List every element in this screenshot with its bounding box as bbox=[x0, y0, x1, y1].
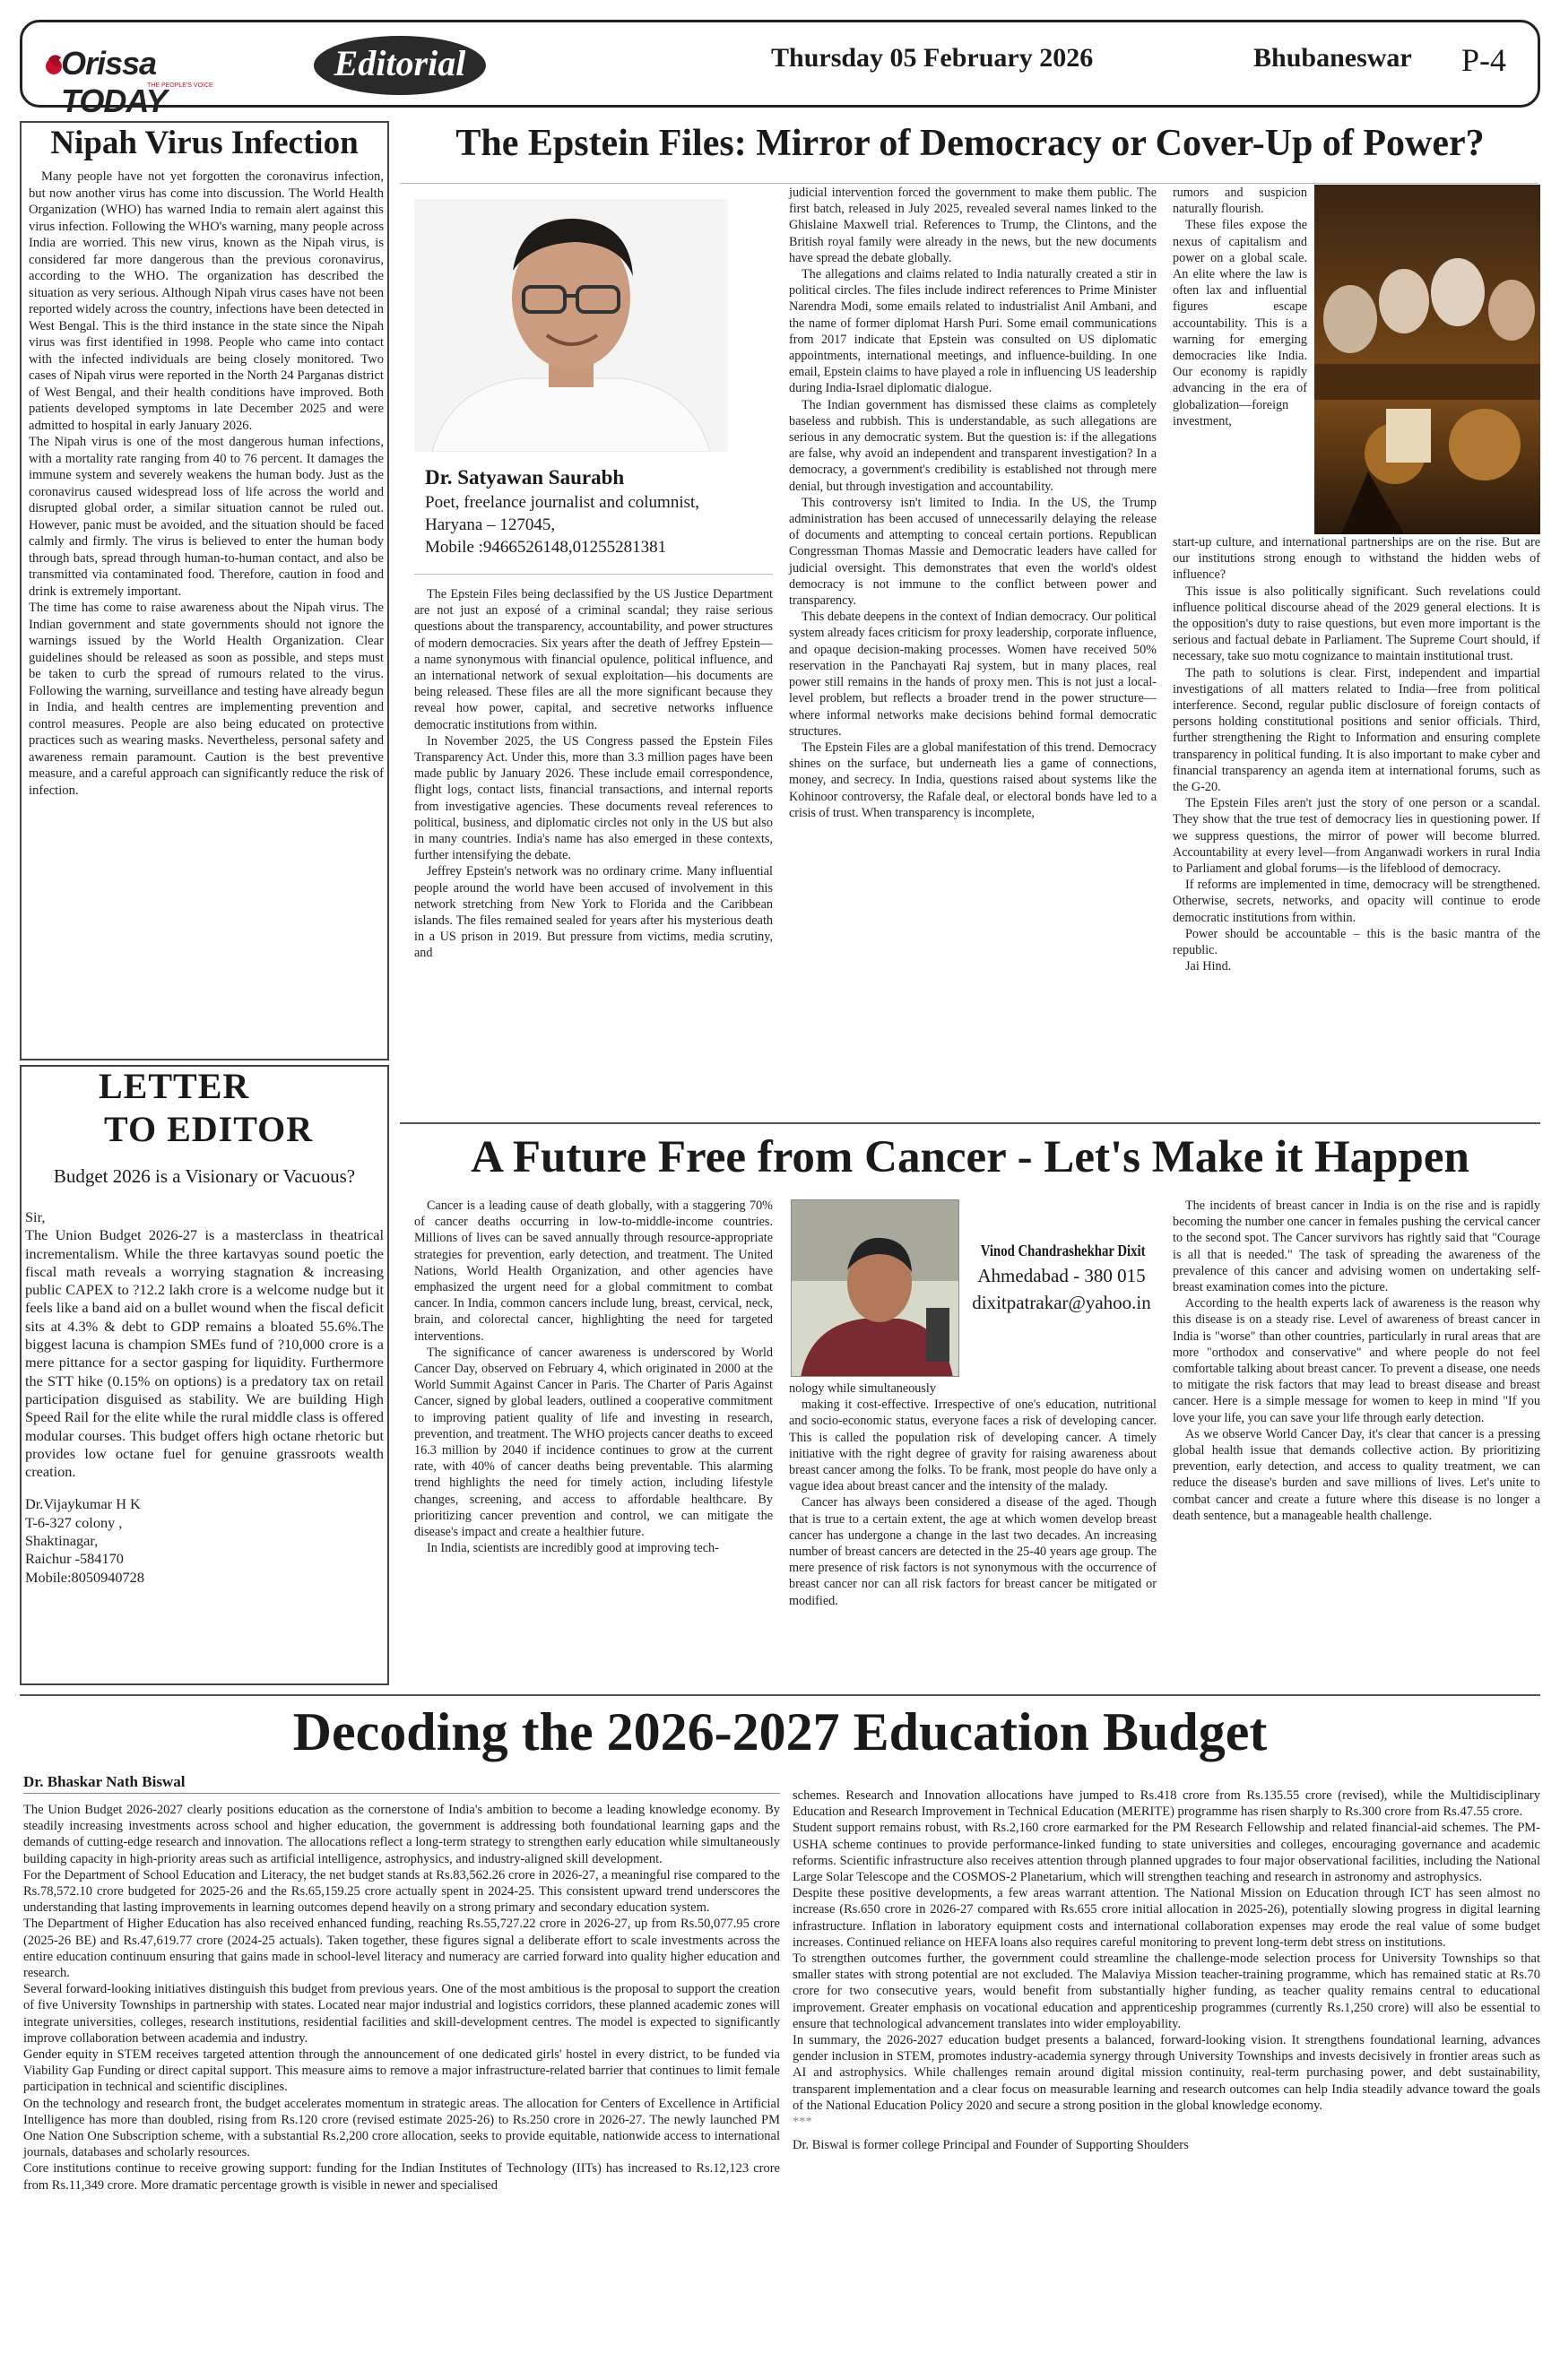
cancer-author-photo bbox=[791, 1199, 959, 1377]
cancer-column-2 bbox=[789, 1380, 1157, 1609]
education-paragraph: Despite these positive developments, a few areas warrant attention. The National Mission on Education through ICT has seen almost no increase (Rs.650 crore in 2026-27 compared with Rs.655 crore initial allocation in 2025-26), potentially slowing progress in digital learning infrastructure. Inflation in laboratory equipment costs and international collaboration expenses may erode the real value of some budget increases. Continued reliance on HEFA loans also requires careful monitoring to prevent long-term debt stress on institutions. bbox=[793, 1886, 1540, 1950]
cancer-paragraph: Cancer has always been considered a disease of the aged. Though that is true to a certain extent, the age at which women develop breast cancer has undergone a change in the last two decades. An increasing number of breast cancers are detected in the 25-40 years age group. The mere presence of risk factors is not synonymous with the occurrence of breast cancer nor can all risk factors for breast cancer be mitigated or modified. bbox=[789, 1495, 1157, 1608]
education-paragraph: Core institutions continue to receive growing support: funding for the Indian Institutes of Technology (IITs) has increased to Rs.12,123 crore from Rs.11,349 crore. More dramatic percentage growth is visible in newer and specialised bbox=[23, 2161, 780, 2193]
education-paragraph: In summary, the 2026-2027 education budget presents a balanced, forward-looking vision. It strengthens foundational learning, advances gender inclusion in STEM, promotes industry-academia synergy through University Townships and invests decisively in frontier areas such as AI and astrophysics. While challenges remain around digital mission continuity, real-term purchasing power, and debt sustainability, transparent implementation and a clear focus on measurable learning and research outcomes can help India steadily advance toward the goals of the National Education Policy 2020 and secure a strong position in the global knowledge economy. bbox=[793, 2033, 1540, 2113]
logo bbox=[41, 36, 256, 119]
epstein-title: The Epstein Files: Mirror of Democracy or Cover-Up of Power? bbox=[455, 123, 1485, 164]
letter-title-line2: TO EDITOR bbox=[104, 1109, 314, 1149]
epstein-paragraph: This issue is also politically significant. Such revelations could influence political discourse ahead of the 2029 general elections. It is the opposition's duty to raise questions, but even more important is the serious and factual debate in Parliament. The Supreme Court should, if necessary, take suo motu cognizance to maintain institutional trust. bbox=[1173, 584, 1540, 664]
epstein-paragraph: The Epstein Files being declassified by the US Justice Department are not just an exposé of a criminal scandal; they raise serious questions about the transparency, accountability, and power structures of modern democracies. Six years after the death of Jeffrey Epstein—a name synonymous with financial opulence, political influence, and an international network of sexual exploitation—his documents are being released. These files are all the more significant because they reveal how power, capital, and secretive networks influence democratic institutions from within. bbox=[414, 587, 773, 732]
cancer-author-portrait bbox=[792, 1200, 959, 1377]
city-name: Bhubaneswar bbox=[1253, 43, 1412, 73]
epstein-paragraph: rumors and suspicion naturally flourish. bbox=[1173, 186, 1307, 217]
education-title: Decoding the 2026-2027 Education Budget bbox=[292, 1702, 1268, 1761]
epstein-column-2 bbox=[789, 185, 1157, 821]
epstein-collage-image bbox=[1314, 185, 1540, 534]
education-stars: *** bbox=[793, 2115, 812, 2130]
epstein-paragraph: The path to solutions is clear. First, independent and impartial investigations of all matters related to India—free from political interference. Second, regular public disclosure of foreign contacts of persons holding constitutional positions and senior officials. Third, further strengthening the Right to Information and ensuring complete transparency in political funding. It is also important to make cyber and financial transparency an agenda item at international forums, such as the G-20. bbox=[1173, 665, 1540, 795]
education-paragraph: For the Department of School Education and Literacy, the net budget stands at Rs.83,562.26 crore in 2026-27, a meaningful rise compared to the Rs.78,572.10 crore budgeted for 2025-26 and the Rs.65,159.25 crore actually spent in 2024-25. This consistent upward trend underscores the understanding that lasting improvements in learning outcomes depend heavily on a strong primary and secondary education system. bbox=[23, 1867, 780, 1916]
cancer-title: A Future Free from Cancer - Let's Make it Happen bbox=[471, 1132, 1469, 1182]
letter-signature-line: Dr.Vijaykumar H K bbox=[25, 1495, 141, 1513]
education-author: Dr. Bhaskar Nath Biswal bbox=[23, 1773, 186, 1790]
epstein-paragraph: The Epstein Files aren't just the story of one person or a scandal. They show that the true test of democracy lies in questioning power. If we suppress questions, the mirror of power will become blurred. Accountability at every level—from Anganwadi workers in rural India to Parliament and global forums—is the lifeblood of democracy. bbox=[1173, 796, 1540, 877]
epstein-paragraph: Jai Hind. bbox=[1185, 959, 1232, 974]
education-paragraph: To strengthen outcomes further, the government could streamline the challenge-mode selection process for University Townships so that smaller states with strong potential are not excluded. The Malaviya Mission teacher-training programme, which has remained static at Rs.70 crore for two consecutive years, would benefit from substantially higher funding, as teacher quality remains central to educational improvement. Greater emphasis on vocational education and apprenticeship programmes (currently Rs.1,250 crore) will also be essential to ensure that technological advancement translates into wider employability. bbox=[793, 1952, 1540, 2031]
cancer-paragraph: The incidents of breast cancer in India is on the rise and is rapidly becoming the number one cancer in females pushing the cervical cancer to the second spot. The Cancer survivors has rightly said that "Courage is all that is needed." The task of spreading the awareness of the prevalence of this cancer and advising women on undertaking self- breast examination comes into the picture. bbox=[1173, 1199, 1540, 1295]
cancer-paragraph: nology while simultaneously bbox=[789, 1381, 936, 1396]
nipah-paragraph: The time has come to raise awareness about the Nipah virus. The Indian government and state governments should not ignore the warnings issued by the World Health Organization. Clear guidelines should be released as soon as possible, and steps must be taken to curb the spread of rumours related to the virus. Following the warning, surveillance and testing have already begun in India, and health centres are implementing prevention and control measures. People are also being educated on protective practices such as wearing masks. Nevertheless, personal safety and awareness remain paramount. Caution is the best preventive measure, and a careful approach can significantly reduce the risk of infection. bbox=[29, 601, 384, 798]
cancer-paragraph: According to the health experts lack of awareness is the reason why this disease is on a steady rise. Level of awareness of breast cancer in India is "worse" than other countries, particularly in rural areas that are more "orthodox and conservative" and where people do not feel comfortable talking about breast cancer. To prevent a disease, one needs to mitigate the risk factors that may lead to breast disease and breast cancer. Here is a simple message for women to keep in mind "If you love your life, you can save your life through early detection. bbox=[1173, 1296, 1540, 1425]
education-paragraph: The Department of Higher Education has also received enhanced funding, reaching Rs.55,727.22 crore in 2026-27, up from Rs.50,077.95 crore (2025-26 BE) and Rs.47,619.77 crore (2024-25 actuals). Taken together, these figures signal a deliberate effort to scale investments across the entire education continuum ensuring that gains made in school-level literacy and numeracy are carried forward into quality higher education and research. bbox=[23, 1917, 780, 1981]
letter-text: The Union Budget 2026-27 is a masterclass in theatrical incrementalism. While the three kartavyas sound poetic the fiscal math reveals a worrying stagnation & increasing public CAPEX to ?12.2 lakh crore is a welcome nudge but it feels like a band aid on a bullet wound when the fiscal deficit sits at 4.3% & debt to GDP remains a bloated 55.6%.The biggest lacuna is champion SMEs fund of ?10,000 crore is a mere pittance for a sector gasping for liquidity. Furthermore the STT hike (0.15% on options) is a predatory tax on retail participation disguised as stability. We are building High Speed Rail for the elite while the rural middle class is offered modular courses. This budget offers high octane rhetoric but provides low octane fuel for genuine grassroots wealth creation. bbox=[25, 1226, 384, 1481]
epstein-paragraph: This controversy isn't limited to India. In the US, the Trump administration has been accused of unnecessarily delaying the release of documents and attempting to conceal certain portions. Republican Congressman Thomas Massie and Democratic leaders have called for judicial oversight. This demonstrates that even the world's oldest democracy is not immune to the conflict between power and transparency. bbox=[789, 495, 1157, 609]
epstein-column-3-narrow bbox=[1173, 185, 1307, 429]
nipah-body bbox=[29, 169, 384, 799]
epstein-paragraph: Jeffrey Epstein's network was no ordinary crime. Many influential people around the world have been accused of involvement in this network stretching from New York to Florida and the Caribbean islands. The files remained sealed for years after his mysterious death in a US prison in 2019. But pressure from victims, media scrutiny, and bbox=[414, 864, 773, 961]
epstein-paragraph: This debate deepens in the context of Indian democracy. Our political system already faces criticism for proxy leadership, corporate influence, and opaque decision-making processes. Women have received 50% reservation in the Panchayati Raj system, but in many places, real power still remains in the hands of proxy men. This is not just a local-level problem, but reflects a broader trend in the power structure—where informal networks make decisions behind formal democratic structures. bbox=[789, 610, 1157, 739]
cancer-author-name: Vinod Chandrashekhar Dixit bbox=[980, 1242, 1146, 1259]
issue-date: Thursday 05 February 2026 bbox=[771, 43, 1094, 73]
letter-title-line1: LETTER bbox=[99, 1066, 250, 1106]
education-author-rule bbox=[23, 1793, 780, 1794]
page-number: P-4 bbox=[1461, 42, 1507, 78]
cancer-author-email: dixitpatrakar@yahoo.in bbox=[972, 1292, 1151, 1313]
author-portrait-image bbox=[414, 199, 728, 452]
cancer-paragraph: Cancer is a leading cause of death globally, with a staggering 70% of cancer deaths occurring in low-to-middle-income countries. Millions of lives can be saved annually through resource-appropriate strategies for prevention, early detection, and treatment. The United Nations, World Health Organization, and other agencies have emphasized the urgent need for a global commitment to combat cancer. In India, common cancers include lung, breast, cervical, neck, brain, and colorectal cancer, highlighting the need for targeted interventions. bbox=[414, 1199, 773, 1344]
cancer-column-1 bbox=[414, 1198, 773, 1556]
cancer-author-city: Ahmedabad - 380 015 bbox=[977, 1265, 1146, 1286]
epstein-column-3-full bbox=[1173, 534, 1540, 974]
nipah-paragraph: The Nipah virus is one of the most dangerous human infections, with a mortality rate ranging from 40 to 76 percent. It damages the immune system and severely weakens the human body. Just as the coronavirus caused widespread loss of life across the world and disrupted global order, a similar situation cannot be ruled out. However, panic must be avoided, and the situation should be faced calmly and firmly. The virus is believed to enter the human body through bats, spread through human-to-human contact, and also be transmitted via contaminated food. Therefore, caution in food and drink is extremely important. bbox=[29, 435, 384, 599]
logo-text: Orissa TODAY bbox=[61, 45, 167, 119]
education-paragraph: The Union Budget 2026-2027 clearly positions education as the cornerstone of India's ambition to become a leading knowledge economy. By steadily increasing investments across school and higher education, the government is addressing both foundational learning gaps and the demands of cutting-edge research and innovation. The allocations reflect a long-term strategy to strengthen early education while simultaneously building capacity in high-priority areas such as artificial intelligence, astrophysics, and industry-aligned skill development. bbox=[23, 1803, 780, 1866]
epstein-paragraph: judicial intervention forced the government to make them public. The first batch, released in July 2025, revealed several names linked to the Ghislaine Maxwell trial. References to Trump, the Clintons, and the British royal family were already in the news, but the new documents have spread the debate globally. bbox=[789, 186, 1157, 265]
cancer-paragraph: making it cost-effective. Irrespective of one's education, nutritional and socio-economic status, everyone faces a risk of developing cancer. This is called the population risk of developing cancer. A timely initiative with the right degree of gravity for raising awareness about breast cancer among the folks. To be frank, most people do have only a vague idea about breast cancer and the intensity of the malady. bbox=[789, 1398, 1157, 1494]
letter-signature-line: Raichur -584170 bbox=[25, 1550, 124, 1568]
cancer-paragraph: As we observe World Cancer Day, it's clear that cancer is a pressing global health issue that demands collective action. By prioritizing prevention, early detection, and access to quality treatment, we can reduce the disease's burden and save millions of lives. Let's unite to combat cancer and create a future where this disease is no longer a death sentence, but a manageable health challenge. bbox=[1173, 1426, 1540, 1523]
epstein-paragraph: In November 2025, the US Congress passed the Epstein Files Transparency Act. Under this, more than 3.3 million pages have been made public by January 2026. These include email correspondence, flight logs, contact lists, financial transactions, and internal reports from investigative agencies. These documents reveal references to political, business, and diplomatic circles not only in the US but also in many countries. India's name has also emerged in these contexts, further intensifying the debate. bbox=[414, 733, 773, 863]
epstein-author-role: Poet, freelance journalist and columnist, bbox=[425, 493, 700, 512]
epstein-author-block bbox=[425, 464, 748, 558]
author-photo bbox=[414, 199, 728, 452]
education-column-2 bbox=[793, 1787, 1540, 2153]
epstein-paragraph: If reforms are implemented in time, democracy will be strengthened. Otherwise, secrets, networks, and opacity will continue to erode democratic institutions from within. bbox=[1173, 878, 1540, 925]
letter-signature-line: Mobile:8050940728 bbox=[25, 1568, 144, 1586]
cancer-author-block bbox=[963, 1239, 1160, 1316]
letter-signature-line: Shaktinagar, bbox=[25, 1532, 99, 1550]
nipah-title: Nipah Virus Infection bbox=[50, 125, 359, 161]
section-label: Editorial bbox=[334, 43, 466, 83]
epstein-author-name: Dr. Satyawan Saurabh bbox=[425, 466, 625, 489]
education-paragraph: Several forward-looking initiatives distinguish this budget from previous years. One of the most ambitious is the proposal to support the creation of five University Townships in partnership with states. Located near major industrial and logistics corridors, these planned academic zones will integrate universities, colleges, research institutions, residential facilities and skill-development centres. The model is expected to significantly improve collaboration between academia and industry. bbox=[23, 1982, 780, 2046]
epstein-paragraph: The Epstein Files are a global manifestation of this trend. Democracy shines on the surface, but underneath lies a game of connections, money, and secrecy. In India, questions raised about systems like the Kohinoor controversy, the Rafale deal, or electoral bonds have led to a crisis of trust. When transparency is incomplete, bbox=[789, 740, 1157, 820]
epstein-author-address: Haryana – 127045, bbox=[425, 515, 556, 534]
epstein-paragraph: Power should be accountable – this is the basic mantra of the republic. bbox=[1173, 926, 1540, 958]
section-divider bbox=[20, 1694, 1540, 1696]
letter-body bbox=[25, 1208, 384, 1587]
cancer-column-3 bbox=[1173, 1198, 1540, 1524]
epstein-paragraph: The Indian government has dismissed these claims as completely baseless and rubbish. This is understandable, as such allegations are serious in any democratic system. But the question is: if the allegations are false, why avoid an independent and transparent investigation? In a democracy, a government's credibility is established not through mere denial, but through investigation and accountability. bbox=[789, 397, 1157, 494]
letter-signature-line: T-6-327 colony , bbox=[25, 1513, 123, 1531]
education-paragraph: schemes. Research and Innovation allocations have jumped to Rs.418 crore from Rs.135.55 crore (revised), while the Multidisciplinary Education and Research Improvement in Technical Education (MERITE) programme has risen sharply to Rs.300 crore from Rs.47.55 crore. bbox=[793, 1788, 1540, 1820]
education-paragraph: On the technology and research front, the budget accelerates momentum in strategic areas. The allocation for Centers of Excellence in Artificial Intelligence has more than doubled, rising from Rs.120 crore (revised estimate 2025-26) to Rs.250 crore in 2026-27. The newly launched PM One Nation One Subscription scheme, with a substantial Rs.2,200 crore allocation, seeks to provide equitable, nationwide access to international journals, databases and scholarly resources. bbox=[23, 2096, 780, 2160]
section-divider bbox=[400, 1122, 1540, 1124]
nipah-paragraph: Many people have not yet forgotten the coronavirus infection, but now another virus has come into discussion. The World Health Organization (WHO) has warned India to remain alert against this virus infection. Following the WHO's warning, many people across India are worried. This new virus, known as the Nipah virus, is considered far more dangerous than the previous coronavirus, according to the WHO. The organization has described the situation as very serious. Although Nipah virus cases have not been reported widely across the country, infections have been detected in West Bengal. This is the third instance in the state since the Nipah virus was first identified in 1998. People who came into contact with the infected individuals are being closely monitored. Two cases of Nipah virus were reported in the North 24 Parganas district of West Bengal, and their health conditions have improved. Both patients developed symptoms in late December 2025 and were admitted to hospital in early January 2026. bbox=[29, 169, 384, 433]
epstein-rule bbox=[400, 183, 1538, 184]
epstein-author-rule bbox=[414, 574, 773, 575]
epstein-column-1 bbox=[414, 586, 773, 962]
epstein-illustration bbox=[1314, 185, 1540, 534]
education-footnote: Dr. Biswal is former college Principal and Founder of Supporting Shoulders bbox=[793, 2138, 1189, 2153]
logo-tagline: THE PEOPLE'S VOICE bbox=[147, 82, 213, 89]
education-paragraph: Gender equity in STEM receives targeted attention through the announcement of one dedicated girls' hostel in every district, to be funded via Viability Gap Funding or direct capital support. This measure aims to remove a major infrastructure-related barrier that continues to limit female participation in technical and scientific disciplines. bbox=[23, 2047, 780, 2095]
letter-salutation: Sir, bbox=[25, 1208, 46, 1225]
epstein-author-mobile: Mobile :9466526148,01255281381 bbox=[425, 538, 667, 557]
education-column-1 bbox=[23, 1802, 780, 2194]
education-paragraph: Student support remains robust, with Rs.2,160 crore earmarked for the PM Research Fellowship and related financial-aid schemes. The PM-USHA scheme continues to provide performance-linked funding to state universities and colleges, encouraging governance and academic reforms. Scientific infrastructure also receives attention through planned upgrades to four major observational facilities, including the National Large Solar Telescope and the COSMOS-2 Planetarium, which will strengthen teaching and research in astronomy and astrophysics. bbox=[793, 1821, 1540, 1885]
letter-subtitle: Budget 2026 is a Visionary or Vacuous? bbox=[53, 1165, 356, 1187]
cancer-paragraph: The significance of cancer awareness is underscored by World Cancer Day, observed on February 4, which originated in 2000 at the World Summit Against Cancer in Paris. The Charter of Paris Against Cancer, signed by global leaders, outlined a cooperative commitment to improving patient quality of life and investing in research, prevention, and treatment. The WHO projects cancer deaths to exceed 16.3 million by 2040 if incidence continues to grow at the current rate, with 40% of cancer deaths being preventable. This alarming trend highlights the need for timely action, including lifestyle changes, screening, and access to affordable healthcare. By prioritizing cancer prevention and control, we can mitigate the disease's impact and create a healthier future. bbox=[414, 1345, 773, 1540]
cancer-paragraph: In India, scientists are incredibly good at improving tech- bbox=[427, 1541, 719, 1556]
epstein-paragraph: The allegations and claims related to India naturally created a stir in political circles. The files include indirect references to Prime Minister Narendra Modi, some emails related to industrialist Anil Ambani, and the name of former diplomat Harsh Puri. Some email communications from 2017 indicate that Epstein was consulted on US diplomatic appointments, international meetings, and influence-building. In one email, Epstein claims to have played a role in influencing US leadership during India-Israel diplomatic dialogue. bbox=[789, 267, 1157, 396]
epstein-paragraph: These files expose the nexus of capitalism and power on a global scale. An elite where the law is often lax and influential figures escape accountability. This is a warning for emerging democracies like India. Our economy is rapidly advancing in the era of globalization—foreign investment, bbox=[1173, 218, 1307, 428]
epstein-paragraph: start-up culture, and international partnerships are on the rise. But are our institutions strong enough to withstand the hidden webs of influence? bbox=[1173, 535, 1540, 583]
